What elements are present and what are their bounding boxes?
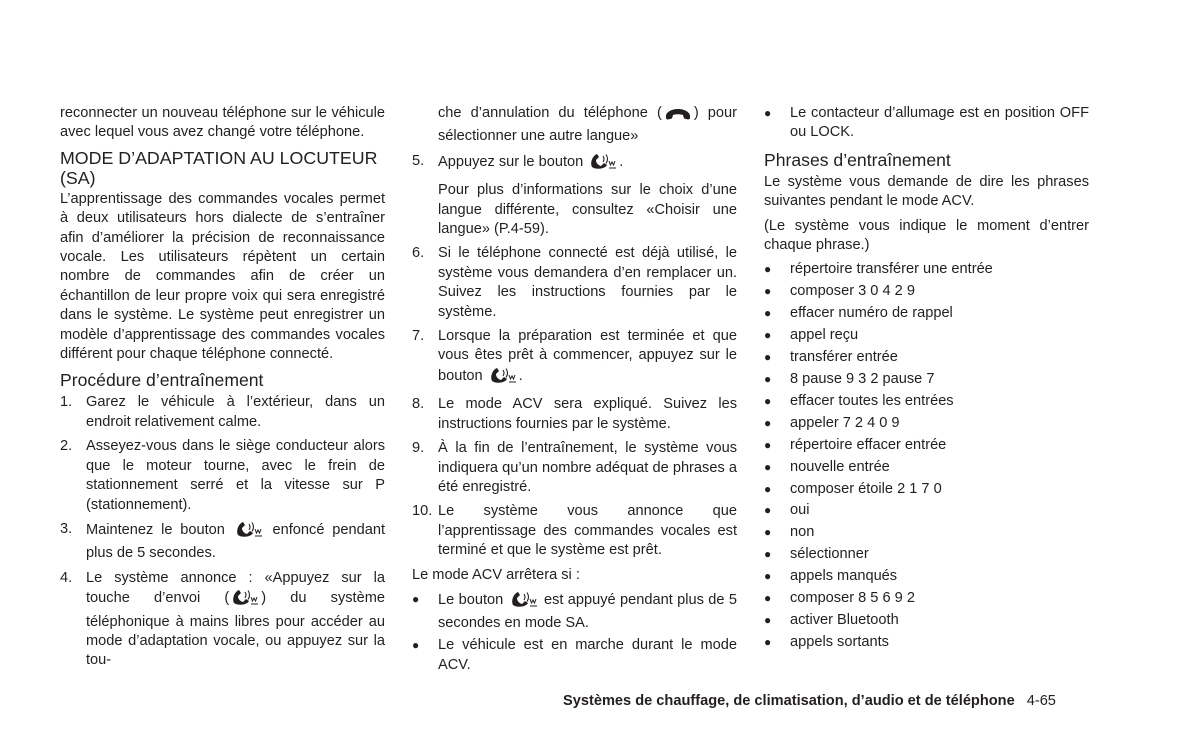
bullet: ● — [764, 525, 772, 540]
bullet: ● — [764, 306, 772, 321]
phone-hangup-icon — [664, 107, 692, 127]
step-number: 10. — [412, 503, 433, 520]
stop-condition — [412, 636, 737, 675]
step-number: 8. — [412, 396, 425, 413]
phrase-text: effacer numéro de rappel — [790, 305, 953, 322]
bullet: ● — [764, 371, 772, 386]
phrase-item — [764, 392, 1089, 411]
section-heading: MODE D’ADAPTATION AU LOCUTEUR (SA) — [60, 147, 378, 188]
bullet: ● — [764, 481, 772, 496]
stop-text-part: est appuyé pendant plus de 5 secondes en mode SA. — [438, 591, 737, 632]
phrases-heading: Phrases d’entraînement — [764, 149, 951, 170]
phrase-text: oui — [790, 502, 810, 519]
step-1 — [60, 393, 385, 432]
bullet: ● — [764, 328, 772, 343]
phrase-text: effacer toutes les entrées — [790, 392, 954, 409]
step-number: 2. — [60, 438, 73, 455]
phrase-text: appeler 7 2 4 0 9 — [790, 414, 900, 431]
phrase-item — [764, 480, 1089, 499]
step-number: 4. — [60, 569, 73, 586]
step-3 — [60, 520, 385, 564]
phrase-item — [764, 501, 1089, 520]
bullet: ● — [764, 634, 772, 649]
step-text-part: enfoncé pendant plus de 5 secondes. — [86, 521, 385, 562]
phrase-item — [764, 326, 1089, 345]
step-8 — [412, 395, 737, 434]
bullet: ● — [412, 591, 420, 606]
step-text — [438, 152, 737, 176]
punctuation: . — [619, 153, 624, 170]
bullet: ● — [412, 638, 420, 653]
intro-text: reconnecter un nouveau téléphone sur le véhicule avec lequel vous avez changé votre téléphone. — [60, 105, 385, 141]
phrase-text: répertoire effacer entrée — [790, 436, 947, 453]
bullet: ● — [764, 503, 772, 518]
voice-talk-button-icon — [510, 590, 538, 614]
stop-condition — [764, 104, 1089, 143]
step-6 — [412, 244, 737, 322]
bullet: ● — [764, 547, 772, 562]
phrase-text: composer 3 0 4 2 9 — [790, 283, 915, 300]
bullet: ● — [764, 106, 772, 120]
phrase-text: 8 pause 9 3 2 pause 7 — [790, 370, 935, 387]
step-note: Pour plus d’informations sur le choix d’une langue différente, consultez «Choisir une langue» (P.4-59). — [438, 182, 737, 238]
column-middle — [412, 104, 737, 678]
column-left — [60, 104, 385, 676]
phrase-text: nouvelle entrée — [790, 458, 890, 475]
step-number: 7. — [412, 328, 425, 345]
step-text — [438, 327, 737, 390]
bullet: ● — [764, 415, 772, 430]
column-right — [764, 104, 1089, 655]
phrase-item — [764, 589, 1089, 608]
step-text: Asseyez-vous dans le siège conducteur alors que le moteur tourne, avec le frein de stationnement serré et la vitesse sur P (stationnement). — [86, 438, 385, 513]
procedure-steps-continued — [412, 152, 737, 561]
section-paragraph: L’apprentissage des commandes vocales permet à deux utilisateurs hors dialecte de s’entraîner afin d’améliorer la précision de reconnaissance vocale. Les utilisateurs répètent un certain nombre de commandes afin de créer un échantillon de leur propre voix qui sera enregistré dans le système. Le système peut enregistrer un modèle d’apprentissage des commandes vocales différent pour chaque téléphone connecté. — [60, 190, 385, 363]
phrase-text: appels sortants — [790, 633, 889, 650]
phrase-item — [764, 611, 1089, 630]
phrase-text: non — [790, 524, 815, 541]
bullet: ● — [764, 569, 772, 584]
voice-talk-button-icon — [231, 588, 259, 612]
phrase-item — [764, 348, 1089, 367]
phrase-item — [764, 458, 1089, 477]
phrase-text: composer étoile 2 1 7 0 — [790, 480, 942, 497]
step-text-part: Lorsque la préparation est terminée et que vous êtes prêt à commencer, appuyez sur le bouton — [438, 328, 737, 384]
phrase-text: appels manqués — [790, 568, 898, 585]
step-10 — [412, 502, 737, 560]
step-text — [438, 104, 737, 147]
bullet: ● — [764, 612, 772, 627]
step-text — [86, 520, 385, 564]
procedure-heading: Procédure d’entraînement — [60, 370, 264, 391]
stop-conditions-intro: Le mode ACV arrêtera si : — [412, 566, 580, 583]
step-text: Si le téléphone connecté est déjà utilisé, le système vous demandera d’en remplacer un. Suivez les instructions fournies par le système. — [438, 245, 737, 320]
stop-conditions — [412, 590, 737, 675]
phrase-text: sélectionner — [790, 546, 869, 563]
step-4-continued — [412, 104, 737, 147]
step-4 — [60, 569, 385, 671]
phrase-list — [764, 260, 1089, 652]
phrase-item — [764, 545, 1089, 564]
bullet: ● — [764, 437, 772, 452]
step-7 — [412, 327, 737, 390]
phrase-item — [764, 567, 1089, 586]
phrases-note: (Le système vous indique le moment d’entrer chaque phrase.) — [764, 217, 1089, 254]
phrase-item — [764, 304, 1089, 323]
step-text-part: che d’annulation du téléphone ( — [438, 105, 662, 121]
step-number: 1. — [60, 394, 73, 411]
step-text-part: ) pour sélectionner une autre langue» — [438, 105, 737, 145]
phrase-item — [764, 260, 1089, 279]
step-text — [86, 569, 385, 671]
phrase-item — [764, 370, 1089, 389]
voice-talk-button-icon — [489, 366, 517, 390]
step-2 — [60, 437, 385, 515]
step-5 — [412, 152, 737, 240]
phrase-item — [764, 436, 1089, 455]
phrase-item — [764, 523, 1089, 542]
step-number: 3. — [60, 520, 73, 537]
step-number: 9. — [412, 440, 425, 457]
step-text-part: Appuyez sur le bouton — [438, 153, 584, 170]
step-text-part: ) du système téléphonique à mains libres pour accéder au mode d’adaptation vocale, ou appuyez sur la tou- — [86, 590, 385, 669]
phrases-intro: Le système vous demande de dire les phrases suivantes pendant le mode ACV. — [764, 173, 1089, 210]
page-footer — [563, 693, 1056, 709]
phrase-text: composer 8 5 6 9 2 — [790, 590, 915, 607]
bullet: ● — [764, 350, 772, 365]
step-9 — [412, 439, 737, 497]
stop-text-part: Le bouton — [438, 591, 504, 608]
step-text: À la fin de l’entraînement, le système vous indiquera qu’un nombre adéquat de phrases a été enregistré. — [438, 440, 737, 495]
step-text: Le mode ACV sera expliqué. Suivez les instructions fournies par le système. — [438, 396, 737, 432]
footer-title: Systèmes de chauffage, de climatisation, d’audio et de téléphone — [563, 693, 1015, 709]
bullet: ● — [764, 284, 772, 299]
phrase-item — [764, 282, 1089, 301]
phrase-item — [764, 633, 1089, 652]
step-text-part: Le système annonce : «Appuyez sur la touche d’envoi ( — [86, 569, 385, 607]
bullet: ● — [764, 262, 772, 277]
phrase-text: appel reçu — [790, 327, 859, 344]
phrase-text: transférer entrée — [790, 349, 898, 366]
voice-talk-button-icon — [235, 520, 263, 544]
voice-talk-button-icon — [589, 152, 617, 176]
bullet: ● — [764, 591, 772, 606]
procedure-steps — [60, 393, 385, 670]
phrase-text: répertoire transférer une entrée — [790, 261, 993, 278]
page-number: 4-65 — [1026, 693, 1056, 709]
stop-text: Le contacteur d’allumage est en position OFF ou LOCK. — [790, 105, 1089, 141]
step-number: 6. — [412, 245, 425, 262]
phrase-text: activer Bluetooth — [790, 611, 899, 628]
bullet: ● — [764, 459, 772, 474]
step-text-part: Maintenez le bouton — [86, 521, 225, 538]
phrase-item — [764, 414, 1089, 433]
step-text: Garez le véhicule à l’extérieur, dans un endroit relativement calme. — [86, 394, 385, 430]
bullet: ● — [764, 393, 772, 408]
step-text: Le système vous annonce que l’apprentissage des commandes vocales est terminé et que le système est prêt. — [438, 503, 737, 559]
stop-condition — [412, 590, 737, 634]
punctuation: . — [518, 367, 523, 384]
step-number: 5. — [412, 152, 425, 169]
stop-text: Le véhicule est en marche durant le mode ACV. — [438, 637, 737, 673]
